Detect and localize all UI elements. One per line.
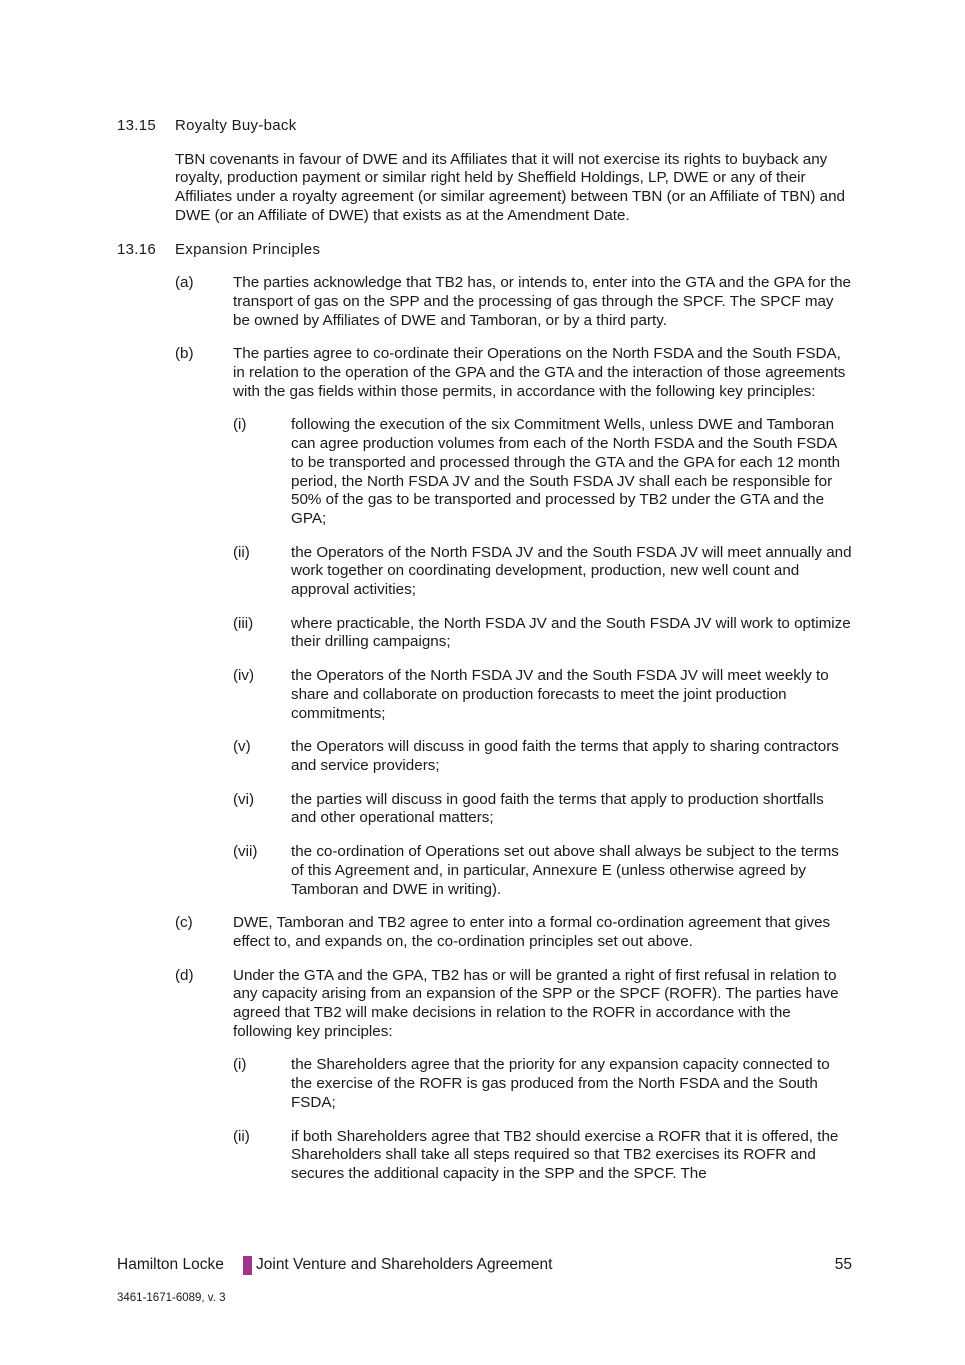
paragraph-label: (ii)	[233, 543, 250, 561]
subclause-text: DWE, Tamboran and TB2 agree to enter into a formal co-ordination agreement that gives effect to, and expands on, the co-ordination principles set out above.	[233, 914, 831, 950]
subclause-a	[175, 274, 852, 330]
subclause-label: (c)	[175, 914, 193, 932]
footer-accent-bar	[243, 1256, 252, 1275]
paragraph-label: (vii)	[233, 843, 258, 861]
footer-firm-name: Hamilton Locke	[117, 1256, 224, 1273]
subclause-c	[175, 914, 852, 951]
subclause-text: Under the GTA and the GPA, TB2 has or will be granted a right of first refusal in relation to any capacity arising from an expansion of the SPP or the SPCF (ROFR). The parties have agreed that TB2 will make decisions in relation to the ROFR in accordance with the following key principles:	[233, 966, 839, 1040]
paragraph-d-i	[233, 1056, 852, 1112]
footer-document-title: Joint Venture and Shareholders Agreement	[256, 1256, 553, 1273]
subclause-text: The parties acknowledge that TB2 has, or intends to, enter into the GTA and the GPA for the transport of gas on the SPP and the processing of gas through the SPCF. The SPCF may be owned by Affiliates of DWE and Tamboran, or by a third party.	[233, 274, 851, 329]
paragraph-label: (i)	[233, 1056, 247, 1074]
paragraph-b-vi	[233, 791, 852, 828]
paragraph-label: (vi)	[233, 790, 255, 808]
document-id: 3461-1671-6089, v. 3	[117, 1292, 226, 1304]
page-body	[117, 117, 852, 1199]
paragraph-b-i	[233, 416, 852, 528]
paragraph-label: (ii)	[233, 1127, 250, 1145]
paragraph-b-v	[233, 738, 852, 775]
paragraph-text: the co-ordination of Operations set out above shall always be subject to the terms of this Agreement and, in particular, Annexure E (unless otherwise agreed by Tamboran and DWE in writing).	[291, 843, 839, 898]
paragraph-label: (iv)	[233, 667, 255, 685]
paragraph-label: (v)	[233, 738, 251, 756]
paragraph-label: (iii)	[233, 614, 254, 632]
paragraph-text: following the execution of the six Commitment Wells, unless DWE and Tamboran can agree production volumes from each of the North FSDA and the South FSDA to be transported and processed through the GTA and the GPA for each 12 month period, the North FSDA JV and the South FSDA JV shall each be responsible for 50% of the gas to be transported and processed by TB2 under the GTA and the GPA;	[291, 416, 841, 527]
clause-heading-13-16	[117, 241, 852, 260]
paragraph-b-vii	[233, 843, 852, 899]
page-number: 55	[834, 1256, 852, 1273]
subclause-label: (b)	[175, 345, 194, 363]
page-footer	[117, 1255, 852, 1275]
clause-number: 13.16	[117, 240, 157, 258]
subclause-label: (d)	[175, 966, 194, 984]
paragraph-b-iv	[233, 667, 852, 723]
clause-number: 13.15	[117, 117, 157, 134]
subclause-b	[175, 345, 852, 401]
subclause-text: The parties agree to co-ordinate their Operations on the North FSDA and the South FSDA, in relation to the operation of the GPA and the GTA and the interaction of those agreements with the gas fields within those permits, in accordance with the following key principles:	[233, 345, 846, 400]
paragraph-text: the Operators of the North FSDA JV and the South FSDA JV will meet annually and work together on coordinating development, production, new well count and approval activities;	[291, 543, 852, 599]
clause-heading-13-15	[117, 117, 852, 136]
subclause-label: (a)	[175, 274, 194, 292]
clause-title: Expansion Principles	[175, 240, 321, 258]
clause-paragraph: TBN covenants in favour of DWE and its Affiliates that it will not exercise its rights to buyback any royalty, production payment or similar right held by Sheffield Holdings, LP, DWE or any of their Affiliates under a royalty agreement (or similar agreement) between TBN (or an Affiliate of TBN) and DWE (or an Affiliate of DWE) that exists as at the Amendment Date.	[175, 150, 845, 224]
paragraph-text: the Operators of the North FSDA JV and the South FSDA JV will meet weekly to share and collaborate on production forecasts to meet the joint production commitments;	[291, 667, 829, 722]
paragraph-text: the Operators will discuss in good faith the terms that apply to sharing contractors and service providers;	[291, 738, 839, 774]
subclause-d	[175, 967, 852, 1042]
clause-title: Royalty Buy-back	[175, 117, 297, 134]
paragraph-text: if both Shareholders agree that TB2 should exercise a ROFR that it is offered, the Shareholders shall take all steps required so that TB2 exercises its ROFR and secures the additional capacity in the SPP and the SPCF. The	[291, 1127, 839, 1182]
paragraph-b-ii	[233, 544, 852, 600]
paragraph-label: (i)	[233, 416, 247, 434]
paragraph-text: where practicable, the North FSDA JV and the South FSDA JV will work to optimize their drilling campaigns;	[291, 614, 851, 651]
paragraph-b-iii	[233, 615, 852, 652]
paragraph-d-ii	[233, 1128, 852, 1184]
paragraph-text: the Shareholders agree that the priority for any expansion capacity connected to the exercise of the ROFR is gas produced from the North FSDA and the South FSDA;	[291, 1056, 830, 1111]
paragraph-text: the parties will discuss in good faith the terms that apply to production shortfalls and other operational matters;	[291, 790, 824, 827]
